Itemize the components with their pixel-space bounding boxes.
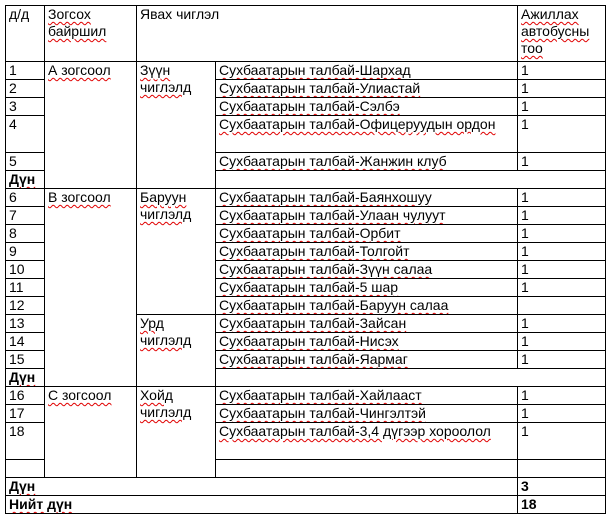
route-cell: Сухбаатарын талбай-Яармаг (216, 351, 518, 369)
subtotal-row (6, 369, 606, 387)
table-row (6, 387, 606, 405)
subtotal-row (6, 171, 606, 189)
buses-cell: 1 (518, 405, 606, 423)
subtotal-label: Дүн (6, 171, 137, 189)
route-cell: Сухбаатарын талбай-Улаан чулуут (216, 207, 518, 225)
row-no: 18 (6, 423, 45, 460)
grand-total-value: 18 (518, 496, 606, 514)
stop-cell: В зогсоол (45, 189, 137, 387)
subtotal-row (6, 478, 606, 496)
stop-cell: С зогсоол (45, 387, 137, 478)
route-cell: Сухбаатарын талбай-Орбит (216, 225, 518, 243)
row-no: 2 (6, 80, 45, 98)
row-no: 8 (6, 225, 45, 243)
route-cell: Сухбаатарын талбай-Зүүн салаа (216, 261, 518, 279)
row-no: 10 (6, 261, 45, 279)
row-no: 3 (6, 98, 45, 116)
header-row (6, 6, 606, 62)
header-buses: Ажиллах автобусны тоо (518, 6, 606, 62)
route-cell: Сухбаатарын талбай-Зайсан (216, 315, 518, 333)
buses-cell: 1 (518, 243, 606, 261)
row-no: 4 (6, 116, 45, 153)
row-no: 6 (6, 189, 45, 207)
buses-cell: 1 (518, 315, 606, 333)
table-row (6, 189, 606, 207)
route-cell: Сухбаатарын талбай-Чингэлтэй (216, 405, 518, 423)
header-route: Явах чиглэл (137, 6, 518, 62)
route-cell: Сухбаатарын талбай-Офицеруудын ордон (216, 116, 518, 153)
row-no: 5 (6, 153, 45, 171)
subtotal-value: 3 (518, 478, 606, 496)
route-cell: Сухбаатарын талбай-Баянхошуу (216, 189, 518, 207)
stop-cell: А зогсоол (45, 62, 137, 189)
bus-route-table (5, 5, 606, 514)
buses-cell (518, 297, 606, 315)
buses-cell: 1 (518, 153, 606, 171)
buses-cell: 1 (518, 261, 606, 279)
route-cell: Сухбаатарын талбай-Нисэх (216, 333, 518, 351)
row-no: 1 (6, 62, 45, 80)
grand-total-row (6, 496, 606, 514)
buses-cell: 1 (518, 351, 606, 369)
row-no: 11 (6, 279, 45, 297)
route-cell: Сухбаатарын талбай-Хайлааст (216, 387, 518, 405)
row-no: 12 (6, 297, 45, 315)
buses-cell: 1 (518, 189, 606, 207)
row-no: 13 (6, 315, 45, 333)
route-cell: Сухбаатарын талбай-Баруун салаа (216, 297, 518, 315)
header-stop: Зогсох байршил (45, 6, 137, 62)
route-cell: Сухбаатарын талбай-Толгойт (216, 243, 518, 261)
row-no: 17 (6, 405, 45, 423)
route-cell: Сухбаатарын талбай-3,4 дүгээр хороолол (216, 423, 518, 460)
table-row (6, 62, 606, 80)
subtotal-label: Дүн (6, 369, 137, 387)
buses-cell: 1 (518, 207, 606, 225)
direction-cell: Зүүн чиглэлд (137, 62, 216, 189)
direction-cell: Хойд чиглэлд (137, 387, 216, 478)
buses-cell: 1 (518, 279, 606, 297)
route-cell: Сухбаатарын талбай-Улиастай (216, 80, 518, 98)
route-cell: Сухбаатарын талбай-Жанжин клуб (216, 153, 518, 171)
row-no: 15 (6, 351, 45, 369)
subtotal-label: Дүн (6, 478, 45, 496)
buses-cell: 1 (518, 116, 606, 153)
row-no: 14 (6, 333, 45, 351)
buses-cell: 1 (518, 98, 606, 116)
route-cell: Сухбаатарын талбай-Шархад (216, 62, 518, 80)
buses-cell: 1 (518, 62, 606, 80)
grand-total-label: Нийт дүн (6, 496, 137, 514)
buses-cell: 1 (518, 387, 606, 405)
row-no: 16 (6, 387, 45, 405)
direction-cell: Урд чиглэлд (137, 315, 216, 387)
buses-cell: 1 (518, 225, 606, 243)
buses-cell: 1 (518, 333, 606, 351)
direction-cell: Баруун чиглэлд (137, 189, 216, 315)
row-no: 7 (6, 207, 45, 225)
header-no: д/д (6, 6, 45, 62)
route-cell: Сухбаатарын талбай-5 шар (216, 279, 518, 297)
buses-cell: 1 (518, 423, 606, 460)
route-cell: Сухбаатарын талбай-Сэлбэ (216, 98, 518, 116)
buses-cell: 1 (518, 80, 606, 98)
row-no: 9 (6, 243, 45, 261)
